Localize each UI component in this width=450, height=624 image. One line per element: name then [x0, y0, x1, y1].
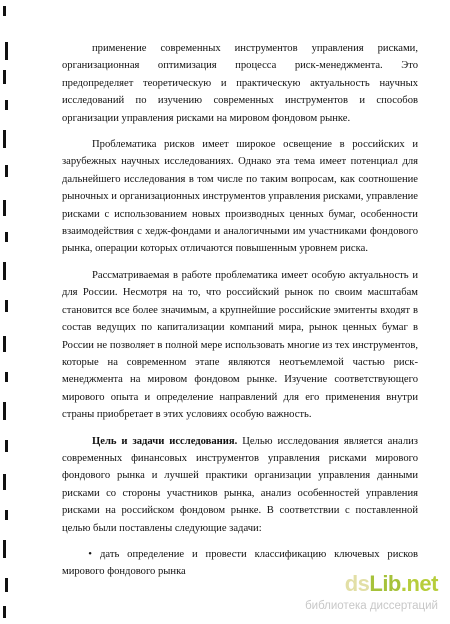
binding-mark — [5, 300, 8, 312]
p2-line-1: Проблематика рисков имеет широкое освещение в российских и — [92, 139, 418, 151]
p3-line-3: становится все более значимым, а крупнейшие российские эмитенты входят в — [62, 304, 418, 316]
binding-mark — [3, 200, 6, 216]
binding-mark — [5, 372, 8, 382]
watermark-logo-part1: ds — [344, 571, 370, 596]
p4-line-1: Целью исследования является анализ — [237, 435, 418, 447]
binding-mark — [5, 578, 8, 592]
p3-line-8: соответствующего мирового опыта и определение направлений для его — [62, 374, 418, 403]
binding-mark — [5, 510, 8, 520]
p3-line-7: частью риск-менеджмента на мировом фондовом рынке. Изучение — [62, 356, 418, 386]
p2-line-3: дальнейшего исследования в том числе по таким вопросам, как соотношение — [62, 173, 418, 185]
p2-line-4: рыночных и организационных инструментов управления рисками, — [62, 191, 364, 203]
section-lead: Цель и задачи исследования. — [92, 435, 238, 447]
watermark-logo — [345, 571, 438, 597]
p1-line-3: предопределяет теоретическую и практическую актуальность научных — [62, 77, 418, 89]
p1-line-1: применение современных инструментов управления рисками, — [92, 43, 418, 54]
paragraph-2 — [62, 136, 418, 258]
binding-mark — [5, 42, 8, 60]
p4-line-3: фондового рынка и лучшей практики организации управления данными — [62, 470, 418, 482]
watermark — [262, 571, 442, 621]
p3-line-2: для России. Несмотря на то, что российский рынок по своим масштабам — [62, 287, 418, 299]
paragraph-3 — [62, 267, 418, 424]
p4-line-6: целью были поставлены следующие задачи: — [62, 522, 262, 534]
binding-mark — [3, 130, 6, 148]
binding-marks — [3, 0, 11, 624]
p3-line-1: Рассматриваемая в работе проблематика имеет особую актуальность и — [92, 269, 418, 281]
watermark-tagline: библиотека диссертаций — [305, 600, 438, 612]
watermark-logo-part3: .net — [400, 571, 438, 596]
binding-mark — [5, 440, 8, 452]
paragraph-4 — [62, 433, 418, 537]
bullet-line-1: дать определение и провести классификацию ключевых рисков — [100, 548, 418, 560]
p4-line-5: рисками на российском фондовом рынке. В соответствии с поставленной — [62, 505, 418, 517]
binding-mark — [5, 100, 8, 110]
p1-line-4: исследований по изучению современных инструментов и способов — [62, 95, 418, 107]
binding-mark — [3, 540, 6, 558]
binding-mark — [3, 70, 6, 84]
p2-line-2: зарубежных научных исследованиях. Однако эта тема имеет потенциал для — [62, 156, 418, 168]
p1-line-5: организации управления рисками на мировом фондовом рынке. — [62, 112, 351, 124]
binding-mark — [3, 6, 6, 16]
watermark-logo-part2: Lib — [369, 571, 401, 596]
binding-mark — [5, 232, 8, 242]
binding-mark — [3, 262, 6, 280]
binding-mark — [3, 336, 6, 352]
binding-mark — [3, 402, 6, 420]
p3-line-9: применения внутри страны приобретает в этих условиях особую важность. — [62, 391, 418, 421]
p2-line-6: особенности взаимодействия с хедж-фондами и аналогичными им — [62, 208, 418, 238]
p2-line-5: управление рисками с использованием новых производных ценных бумаг, — [62, 191, 418, 220]
binding-mark — [5, 165, 8, 177]
bullet-symbol: • — [88, 548, 92, 560]
binding-mark — [3, 474, 6, 490]
p4-line-4: рисками со стороны участников рынка, анализ особенностей управления — [62, 487, 418, 499]
p2-line-7: участниками фондового рынка, операции которых отличаются повышенным — [62, 226, 418, 255]
binding-mark — [3, 606, 6, 618]
p1-line-2: организационная оптимизация процесса риск-менеджмента. Это — [62, 60, 418, 72]
bullet-line-2: мирового фондового рынка — [62, 566, 186, 578]
p2-line-8: уровнем риска. — [299, 243, 368, 255]
paragraph-1 — [62, 40, 418, 127]
p4-line-2: современных финансовых инструментов управления рисками мирового — [62, 452, 418, 464]
p3-line-6: инструментов, которые на современном этапе являются неотъемлемой — [62, 339, 418, 368]
p3-line-4: состав ведущих по капитализации компаний мира, рынок ценных бумаг в — [62, 322, 418, 334]
document-body — [62, 40, 418, 581]
p3-line-5: России не позволяет в полной мере использовать многие из тех — [62, 339, 350, 351]
